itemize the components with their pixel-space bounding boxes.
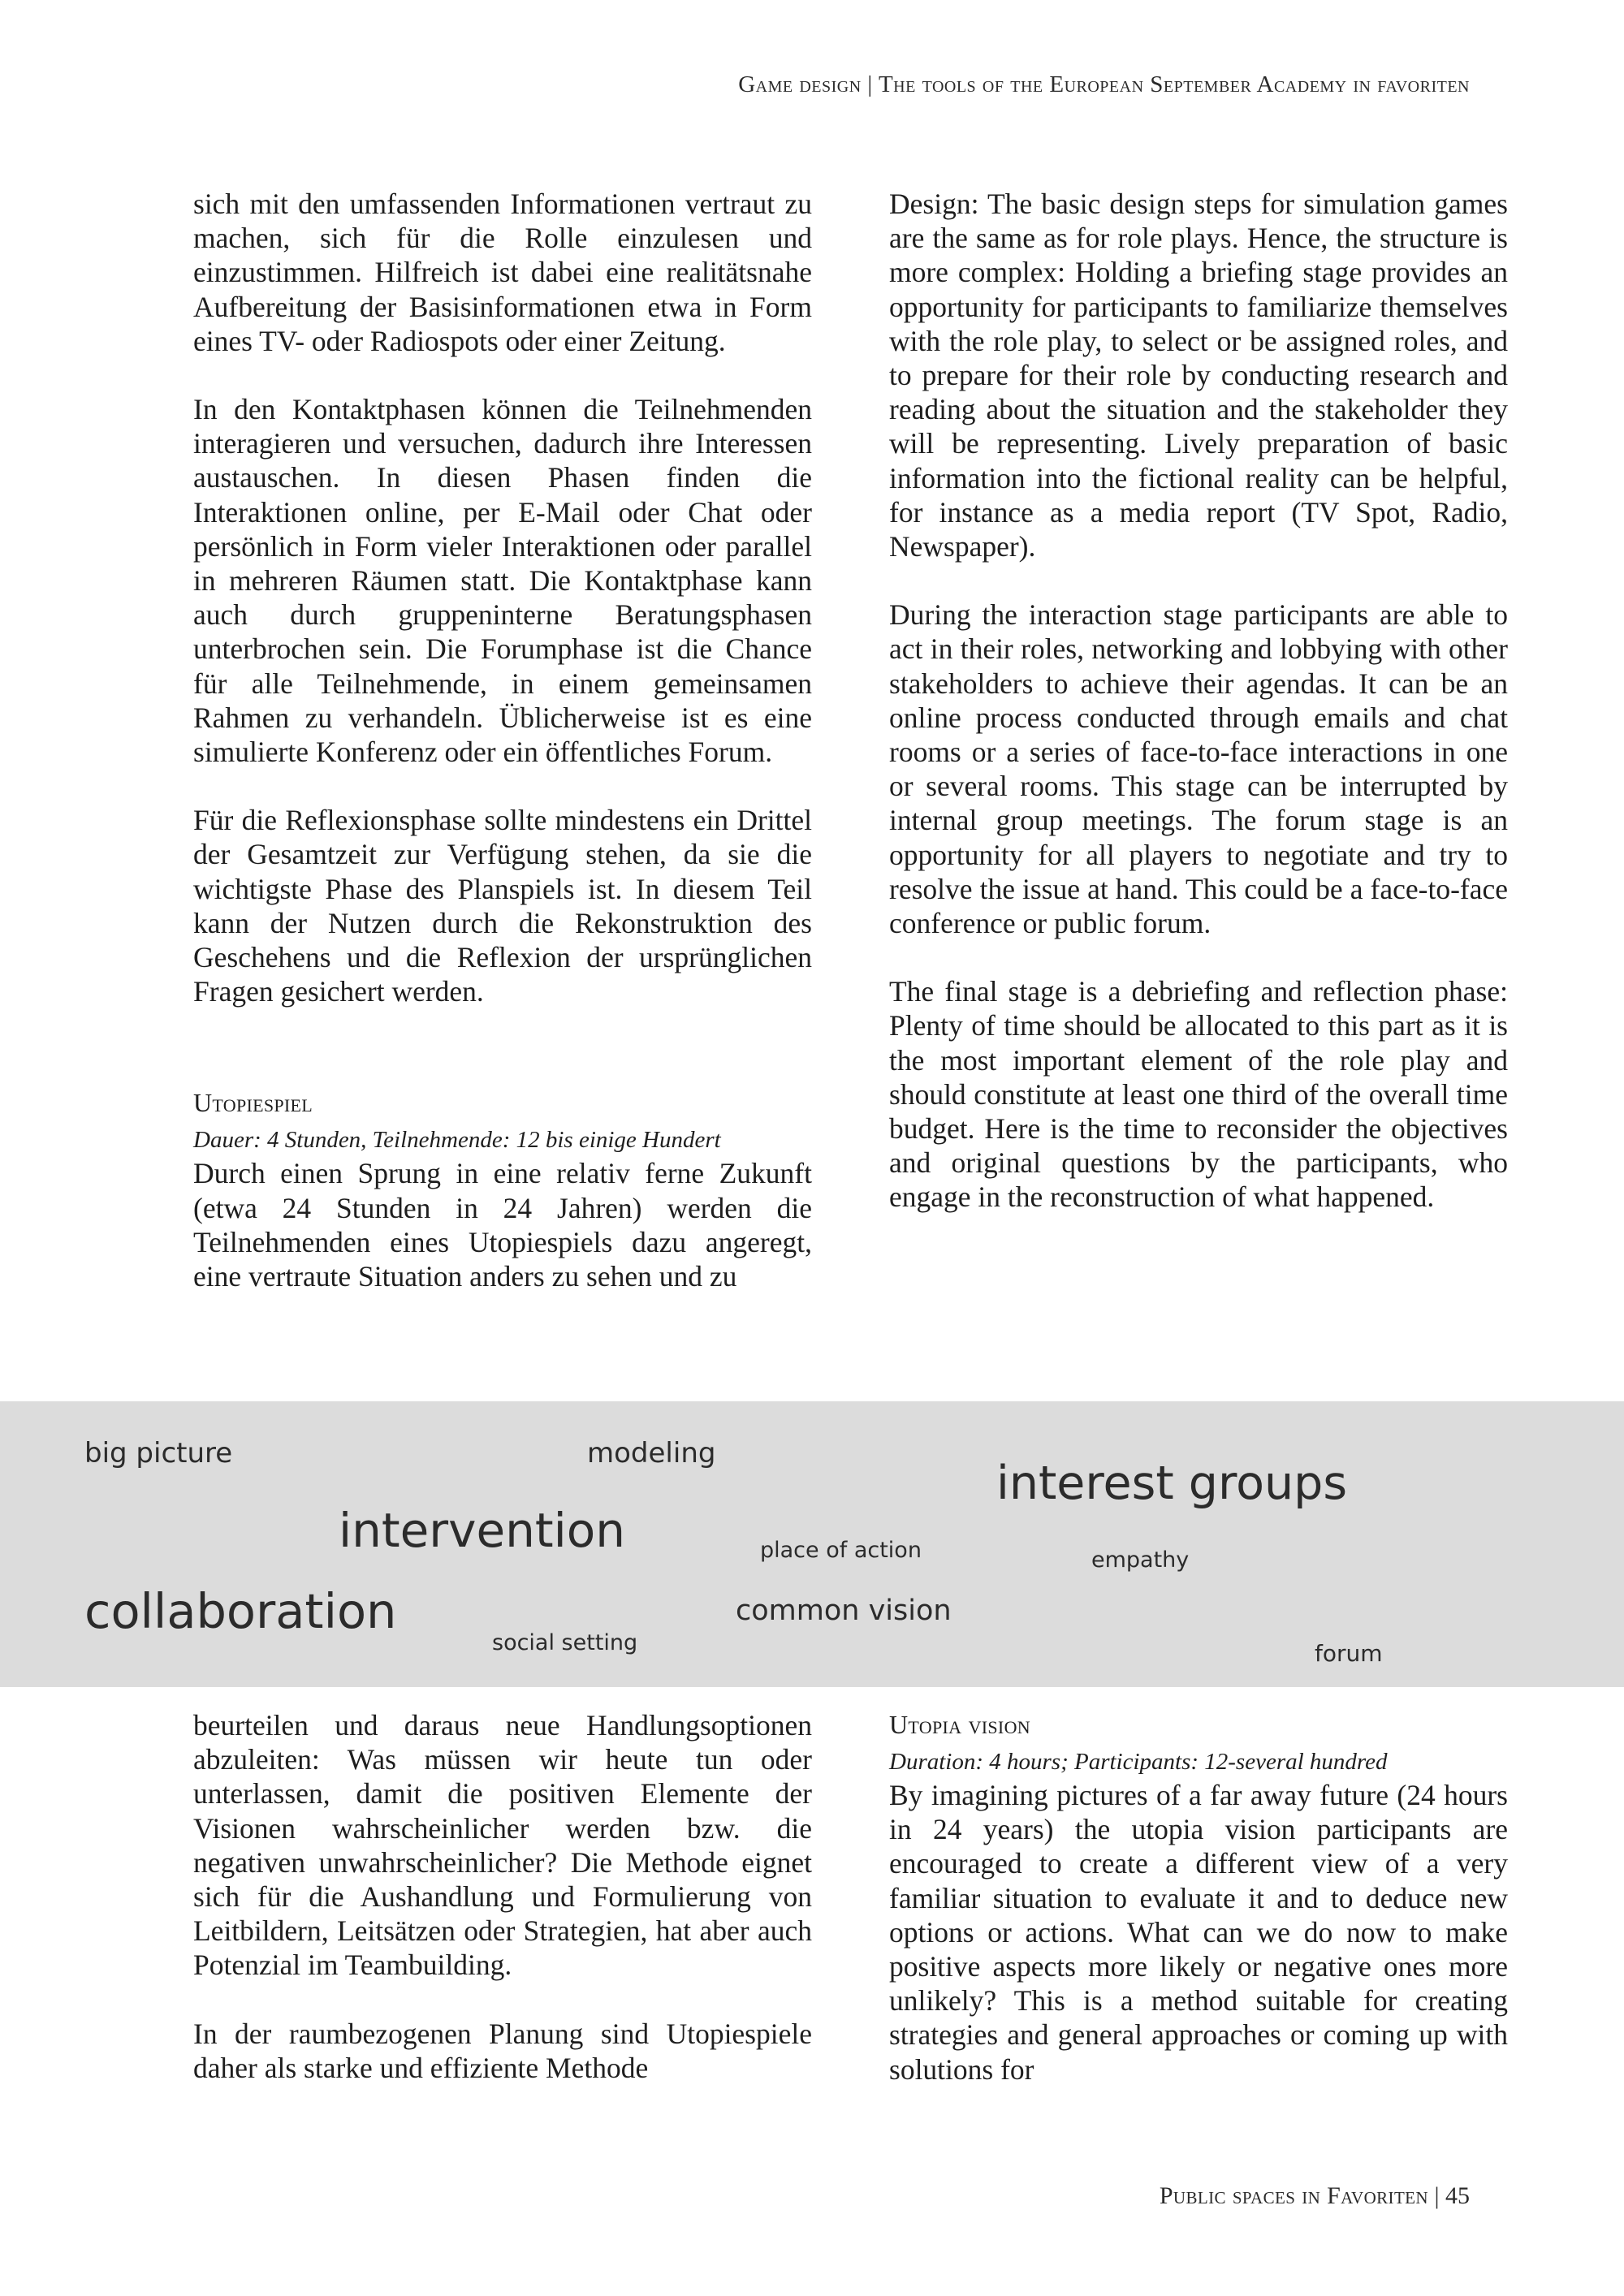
paragraph: Für die Reflexionsphase sollte mindestens ein Drittel der Gesamtzeit zur Verfügung stehen, da sie die wichtigste Phase des Planspiels ist. In diesem Teil kann der Nutzen durch die Rekonstruktion des Geschehens und die Reflexion der ursprünglichen Fragen gesichert werden. (193, 804, 812, 1008)
word-empathy: empathy (1091, 1547, 1190, 1573)
section-title-utopiespiel: Utopiespiel (193, 1088, 313, 1118)
section-meta: Dauer: 4 Stunden, Teilnehmende: 12 bis einige Hundert (193, 1127, 721, 1154)
paragraph: Durch einen Sprung in eine relativ ferne Zukunft (etwa 24 Stunden in 24 Jahren) werden die Teilnehmenden eines Utopiespiels dazu angeregt, eine vertraute Situation anders zu sehen und zu (193, 1157, 812, 1293)
paragraph: Design: The basic design steps for simulation games are the same as for role plays. Hence, the structure is more complex: Holding a briefing stage provides an opportunity for participants to familiarize themselves with the role play, to select or be assigned roles, and to prepare for their role by conducting research and reading about the situation and the stakeholder they will be representing. Lively preparation of basic information into the fictional reality can be helpful, for instance as a media report (TV Spot, Radio, Newspaper). (889, 188, 1508, 563)
word-intervention: intervention (339, 1503, 626, 1558)
paragraph: The final stage is a debriefing and reflection phase: Plenty of time should be allocated to this part as it is the most important element of the role play and should constitute at least one third of the overall time budget. Here is the time to reconsider the objectives and original questions by the participants, who engage in the reconstruction of what happened. (889, 975, 1508, 1214)
word-collaboration: collaboration (84, 1583, 397, 1639)
word-cloud-band (0, 1401, 1624, 1687)
right-column-top (889, 187, 1508, 1215)
page-number: 45 (1445, 2182, 1470, 2209)
paragraph: During the interaction stage participants are able to act in their roles, networking and lobbying with other stakeholders to achieve their agendas. It can be an online process conducted through emails and chat rooms or a series of face-to-face interactions in one or several rooms. This stage can be interrupted by internal group meetings. The forum stage is an opportunity for all players to negotiate and try to resolve the issue at hand. This could be a face-to-face conference or public forum. (889, 598, 1508, 940)
word-big-picture: big picture (84, 1437, 233, 1470)
word-interest-groups: interest groups (996, 1457, 1348, 1510)
left-column-bottom (193, 1708, 812, 2085)
paragraph: By imagining pictures of a far away future (24 hours in 24 years) the utopia vision participants are encouraged to create a different view of a very familiar situation to evaluate it and to deduce new options or actions. What can we do now to make positive aspects more likely or negative ones more unlikely? This is a method suitable for creating strategies and general approaches or coming up with solutions for (889, 1779, 1508, 2086)
page-footer (1160, 2182, 1470, 2210)
word-social-setting: social setting (492, 1630, 638, 1655)
paragraph: beurteilen und daraus neue Handlungsoptionen abzuleiten: Was müssen wir heute tun oder unterlassen, damit die positiven Elemente der Visionen wahrscheinlicher werden bzw. die negativen unwahrscheinlicher? Die Methode eignet sich für die Aushandlung und Formulierung von Leitbildern, Leitsätzen oder Strategien, hat aber auch Potenzial im Teambuilding. (193, 1709, 812, 1982)
paragraph: In der raumbezogenen Planung sind Utopiespiele daher als starke und effiziente Methode (193, 2017, 812, 2084)
paragraph: sich mit den umfassenden Informationen vertraut zu machen, sich für die Rolle einzulesen und einzustimmen. Hilfreich ist dabei eine realitätsnahe Aufbereitung der Basisinformationen etwa in Form eines TV- oder Radiospots oder einer Zeitung. (193, 188, 812, 357)
word-place-of-action: place of action (760, 1538, 922, 1563)
section-title-utopia-vision: Utopia vision (889, 1710, 1030, 1739)
paragraph: In den Kontaktphasen können die Teilnehmenden interagieren und versuchen, dadurch ihre Interessen austauschen. In diesen Phasen finden die Interaktionen online, per E-Mail oder Chat oder persönlich in Form vieler Interaktionen oder parallel in mehreren Räumen statt. Die Kontaktphase kann auch durch gruppeninterne Beratungsphasen unterbrochen sein. Die Forumphase ist die Chance für alle Teilnehmende, in einem gemeinsamen Rahmen zu verhandeln. Üblicherweise ist es eine simulierte Konferenz oder ein öffentliches Forum. (193, 393, 812, 769)
left-column-top (193, 187, 812, 1293)
section-meta: Duration: 4 hours; Participants: 12-several hundred (889, 1749, 1388, 1775)
running-header: Game design | The tools of the European September Academy in favoriten (738, 71, 1470, 97)
right-column-bottom (889, 1708, 1508, 2087)
word-forum: forum (1315, 1640, 1383, 1667)
footer-separator: | (1434, 2182, 1440, 2209)
word-common-vision: common vision (736, 1595, 952, 1627)
word-modeling: modeling (587, 1437, 716, 1470)
footer-publication: Public spaces in Favoriten (1159, 2182, 1428, 2209)
section-spacer (193, 1042, 812, 1086)
